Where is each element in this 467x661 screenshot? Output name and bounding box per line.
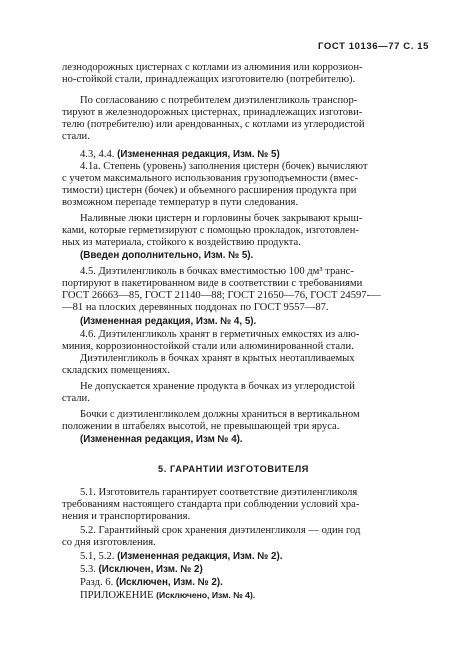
amendment-text: (Исключен, Изм. № 2).: [115, 577, 223, 588]
text-line: нения и транспортирования.: [62, 511, 191, 522]
running-head: ГОСТ 10136—77 С. 15: [318, 41, 429, 52]
amendment-text: (Измененная редакция, Изм. № 2).: [117, 551, 283, 562]
amendment-note: (Введен дополнительно, Изм. № 5).: [80, 250, 254, 261]
amendment-note: [80, 551, 282, 563]
clause-ref: 5.1, 5.2.: [80, 551, 118, 562]
text-line: Наливные люки цистерн и горловины бочек закрывают крыш-: [80, 213, 363, 224]
amendment-text: (Исключен, Изм. № 2): [98, 564, 203, 575]
text-line: стали.: [62, 393, 90, 404]
text-line: лезнодорожных цистернах с котлами из алюминия или коррозион-: [62, 62, 363, 73]
clause-ref: Разд. 6.: [80, 577, 116, 588]
amendment-note: [80, 589, 255, 602]
clause-ref: 4.3, 4.4.: [80, 149, 118, 160]
text-line: Не допускается хранение продукта в бочках из углеродистой: [80, 381, 355, 392]
text-line: стали.: [62, 131, 90, 142]
text-line: —81 на плоских деревянных поддонах по ГОСТ 9557—87.: [62, 302, 329, 313]
text-line: 5.1. Изготовитель гарантирует соответствие диэтиленгликоля: [80, 487, 358, 498]
text-line: 5.2. Гарантийный срок хранения диэтиленгликоля — один год: [80, 525, 361, 536]
text-line: 4.5. Диэтиленгликоль в бочках вместимостью 100 дм³ транс-: [80, 266, 354, 277]
text-line: телю (потребителю) или арендованных, с котлами из углеродистой: [62, 119, 365, 130]
amendment-note: (Измененная редакция, Изм. № 4, 5).: [80, 316, 257, 327]
text-line: Бочки с диэтиленгликолем должны храниться в вертикальном: [80, 409, 360, 420]
amendment-text: (Исключено, Изм. № 4).: [156, 590, 256, 600]
amendment-note: [80, 577, 223, 589]
text-line: ками, которые герметизируют с помощью прокладок, изготовлен-: [62, 225, 359, 236]
section-heading: 5. ГАРАНТИИ ИЗГОТОВИТЕЛЯ: [158, 464, 309, 474]
clause-ref: ПРИЛОЖЕНИЕ: [80, 590, 157, 601]
text-line: Диэтиленгликоль в бочках хранят в крытых неотапливаемых: [80, 353, 355, 364]
amendment-note: [80, 564, 203, 576]
text-line: миния, коррозионностойкой стали или алюминированной стали.: [62, 341, 354, 352]
clause-ref: 5.3.: [80, 564, 99, 575]
text-line: ГОСТ 26663—85, ГОСТ 21140—88; ГОСТ 21650—76, ГОСТ 24597-—: [62, 290, 381, 301]
text-line: складских помещениях.: [62, 365, 170, 376]
text-line: 4.1а. Степень (уровень) заполнения цистерн (бочек) вычисляют: [80, 161, 368, 172]
text-line: требованиям настоящего стандарта при соблюдении условий хра-: [62, 499, 360, 510]
text-line: но-стойкой стали, принадлежащих изготовителю (потребителю).: [62, 74, 356, 85]
amendment-note: (Измененная редакция, Изм № 4).: [80, 434, 243, 445]
text-line: портируют в пакетированном виде в соответствии с требованиями: [62, 278, 363, 289]
text-line: тимости) цистерн (бочек) и объемного расширения продукта при: [62, 185, 357, 196]
text-line: По согласованию с потребителем диэтиленгликоль транспор-: [80, 95, 358, 106]
text-line: возможном перепаде температур в пути следования.: [62, 197, 299, 208]
text-line: ных из материала, стойкого к воздействию продукта.: [62, 237, 301, 248]
text-line: с учетом максимального использования грузоподъемности (вмес-: [62, 173, 359, 184]
amendment-note: [80, 149, 280, 161]
amendment-text: (Измененная редакция, Изм. № 5): [117, 149, 280, 160]
text-line: положении в штабелях высотой, не превышающей три яруса.: [62, 421, 340, 432]
text-line: 4.6. Диэтиленгликоль хранят в герметичных емкостях из алю-: [80, 329, 360, 340]
text-line: тируют в железнодорожных цистернах, принадлежащих изготови-: [62, 107, 363, 118]
text-line: со дня изготовления.: [62, 537, 156, 548]
